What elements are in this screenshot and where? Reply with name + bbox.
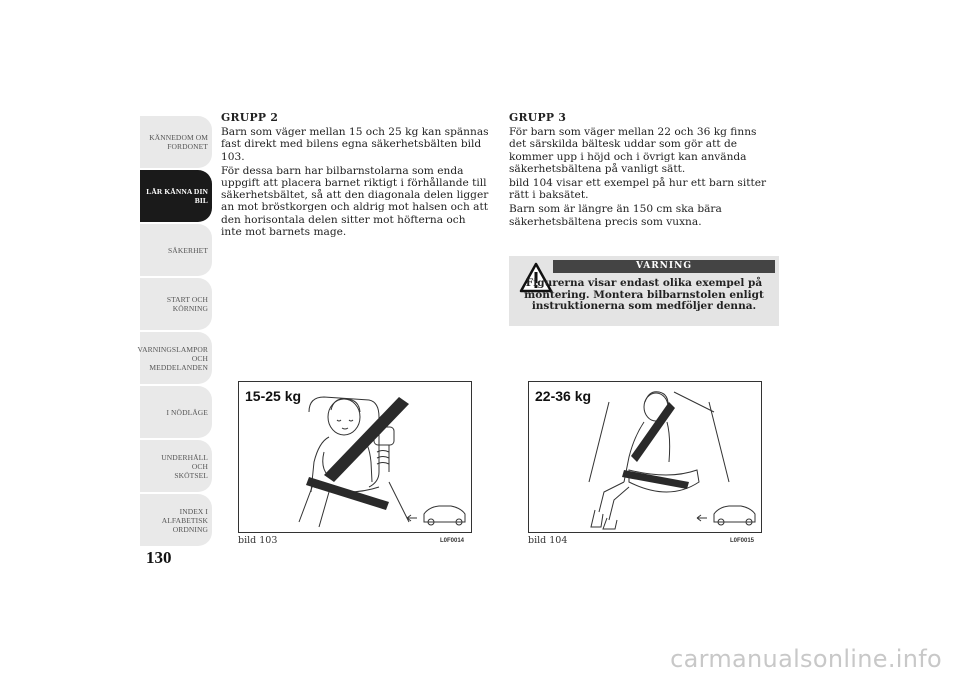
section-heading-grupp-2: GRUPP 2 — [221, 111, 279, 124]
child-booster-cushion-illustration — [529, 382, 761, 532]
paragraph: Barn som väger mellan 15 och 25 kg kan spännas fast direkt med bilens egna säkerhetsbälten bild 103. — [221, 126, 489, 163]
tab-varningslampor[interactable]: VARNINGSLAMPOR OCH MEDDELANDEN — [140, 332, 212, 384]
right-column — [509, 112, 777, 230]
paragraph: Barn som är längre än 150 cm ska bära säkerhetsbältena precis som vuxna. — [509, 203, 722, 228]
tab-start-och-korning[interactable]: START OCH KÖRNING — [140, 278, 212, 330]
tab-lar-kanna-din-bil[interactable]: LÄR KÄNNA DIN BIL — [140, 170, 212, 222]
figure-code-103: L0F0014 — [440, 538, 465, 544]
warning-title: VARNING — [553, 260, 775, 273]
left-column — [221, 112, 489, 240]
figure-104 — [528, 381, 762, 533]
tab-kannedom-om-fordonet[interactable]: KÄNNEDOM OM FORDONET — [140, 116, 212, 168]
paragraph: För barn som väger mellan 22 och 36 kg finns det särskilda bältesk uddar som gör att de kommer upp i höjd och i övrigt kan använda säkerhetsbältena på vanligt sätt. — [509, 126, 757, 175]
tab-underhall-och-skotsel[interactable]: UNDERHÅLL OCH SKÖTSEL — [140, 440, 212, 492]
section-heading-grupp-3: GRUPP 3 — [509, 111, 567, 124]
paragraph: För dessa barn har bilbarnstolarna som enda uppgift att placera barnet riktigt i förhållande till säkerhetsbältet, så att den diagonala delen ligger an mot bröstkorgen och aldrig mot halsen och att den horisontala delen sitter mot höfterna och inte mot barnets mage. — [221, 164, 489, 238]
paragraph: bild 104 visar ett exempel på hur ett barn sitter rätt i baksätet. — [509, 177, 767, 202]
warning-text: Figurerna visar endast olika exempel på montering. Montera bilbarnstolen enligt instruktionerna som medföljer denna. — [524, 277, 764, 312]
watermark: carmanualsonline.info — [670, 645, 942, 673]
warning-box — [509, 256, 779, 326]
figure-caption-103: bild 103 — [238, 535, 278, 546]
figure-weight-label: 15-25 kg — [245, 388, 302, 404]
page-number: 130 — [146, 548, 172, 567]
tab-sakerhet[interactable]: SÄKERHET — [140, 224, 212, 276]
figure-code-104: L0F0015 — [730, 538, 755, 544]
figure-103 — [238, 381, 472, 533]
tab-i-nodlage[interactable]: I NÖDLÄGE — [140, 386, 212, 438]
figure-weight-label: 22-36 kg — [535, 388, 592, 404]
figure-caption-104: bild 104 — [528, 535, 568, 546]
tab-index[interactable]: INDEX I ALFABETISK ORDNING — [140, 494, 212, 546]
child-booster-seat-illustration — [239, 382, 471, 532]
